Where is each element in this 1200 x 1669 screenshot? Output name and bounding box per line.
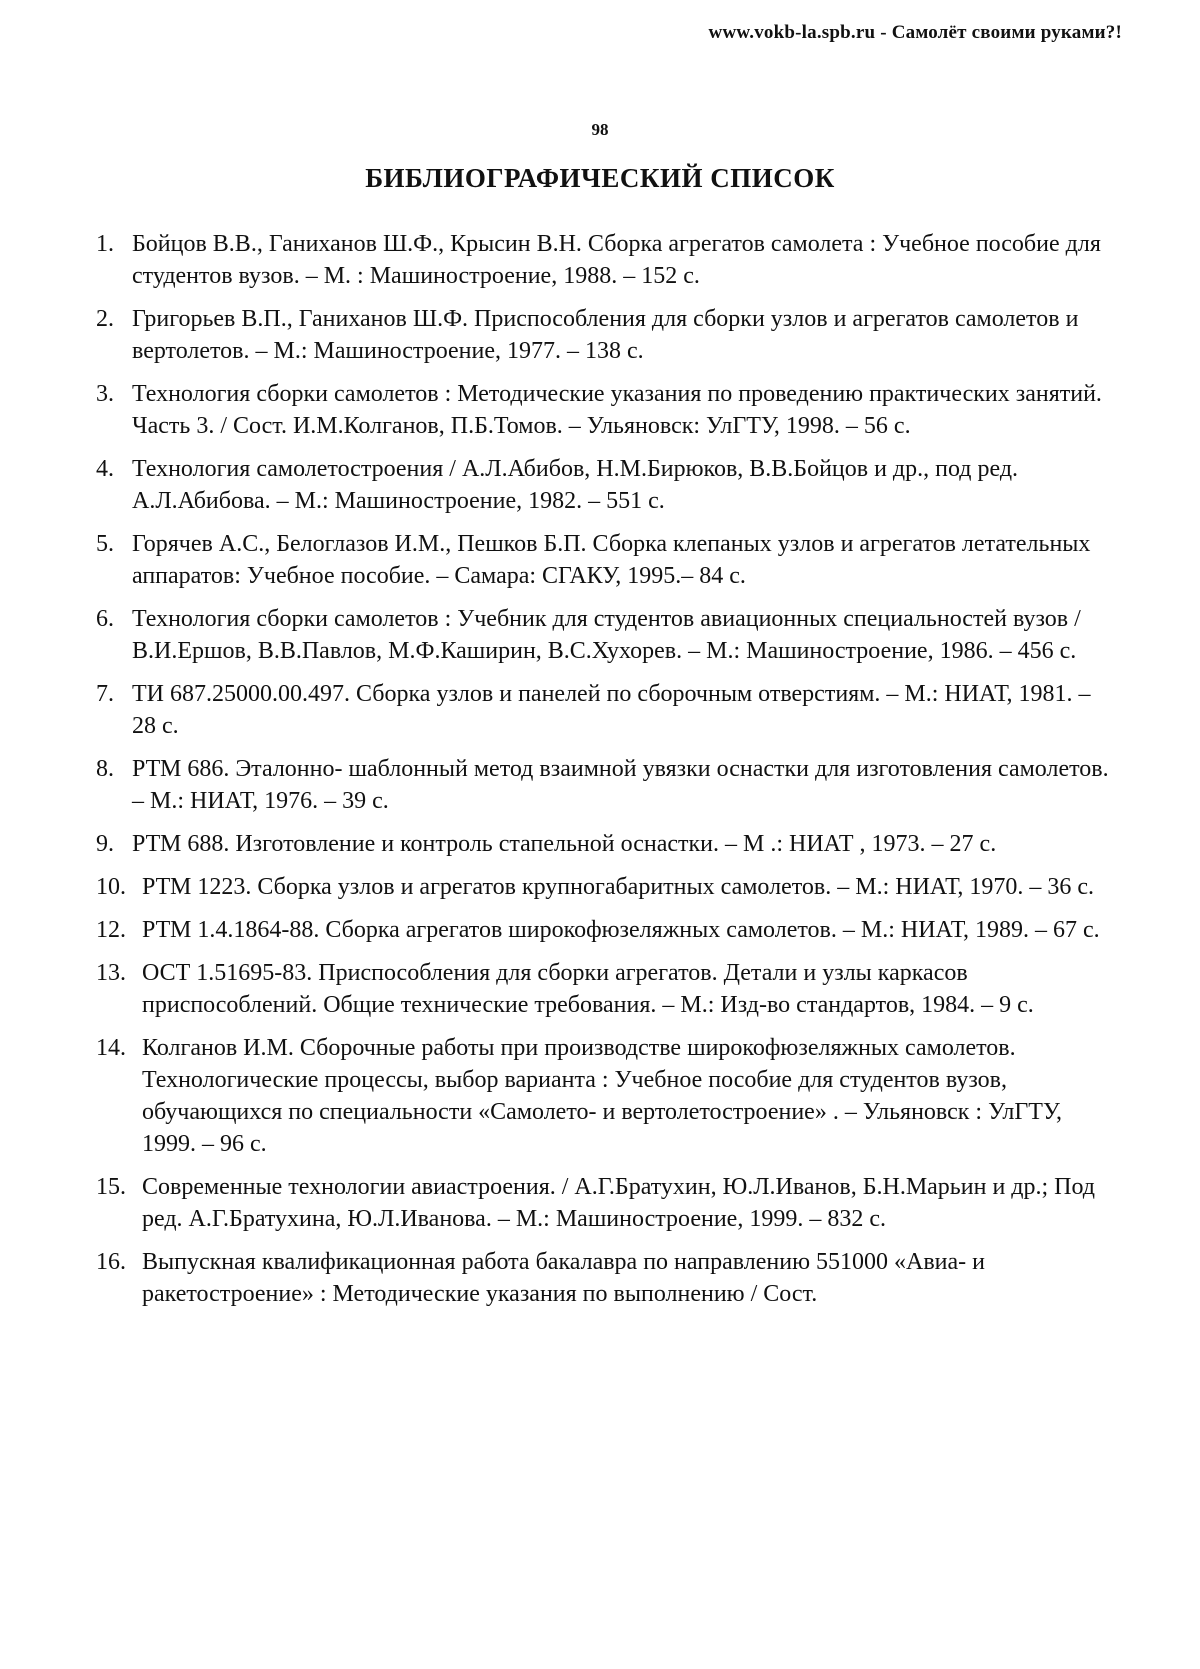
bibliography-item	[96, 528, 1116, 592]
bibliography-item	[96, 378, 1116, 442]
item-text: РТМ 1223. Сборка узлов и агрегатов крупногабаритных самолетов. – М.: НИАТ, 1970. – 36 с.	[142, 874, 1095, 900]
item-number: 10.	[96, 874, 126, 900]
item-text: ТИ 687.25000.00.497. Сборка узлов и панелей по сборочным отверстиям. – М.: НИАТ, 1981. – 28 с.	[132, 681, 1091, 739]
item-text: Бойцов В.В., Ганиханов Ш.Ф., Крысин В.Н. Сборка агрегатов самолета : Учебное пособие для студентов вузов. – М. : Машиностроение, 1988. – 152 с.	[132, 231, 1101, 289]
item-number: 2.	[96, 306, 114, 332]
item-text: РТМ 686. Эталонно- шаблонный метод взаимной увязки оснастки для изготовления самолетов. – М.: НИАТ, 1976. – 39 с.	[132, 756, 1109, 814]
item-text: Технология самолетостроения / А.Л.Абибов, Н.М.Бирюков, В.В.Бойцов и др., под ред. А.Л.Абибова. – М.: Машиностроение, 1982. – 551 с.	[132, 456, 1019, 514]
item-text: Горячев А.С., Белоглазов И.М., Пешков Б.П. Сборка клепаных узлов и агрегатов летательных аппаратов: Учебное пособие. – Самара: СГАКУ, 1995.– 84 с.	[132, 531, 1091, 589]
item-text: Григорьев В.П., Ганиханов Ш.Ф. Приспособления для сборки узлов и агрегатов самолетов и вертолетов. – М.: Машиностроение, 1977. – 138 с.	[132, 306, 1079, 364]
item-text: РТМ 1.4.1864-88. Сборка агрегатов широкофюзеляжных самолетов. – М.: НИАТ, 1989. – 67 с.	[142, 917, 1100, 943]
item-number: 13.	[96, 960, 126, 986]
bibliography-item	[96, 871, 1116, 903]
bibliography-item	[96, 228, 1116, 292]
item-number: 9.	[96, 831, 114, 857]
item-number: 5.	[96, 531, 114, 557]
item-number: 1.	[96, 231, 114, 257]
bibliography-item	[96, 828, 1116, 860]
item-number: 15.	[96, 1174, 126, 1200]
bibliography-item	[96, 303, 1116, 367]
item-number: 7.	[96, 681, 114, 707]
bibliography-item	[96, 1171, 1116, 1235]
item-number: 12.	[96, 917, 126, 943]
item-number: 3.	[96, 381, 114, 407]
item-text: ОСТ 1.51695-83. Приспособления для сборки агрегатов. Детали и узлы каркасов приспособлений. Общие технические требования. – М.: Изд-во стандартов, 1984. – 9 с.	[142, 960, 1034, 1018]
site-header: www.vokb-la.spb.ru - Самолёт своими руками?!	[708, 22, 1122, 43]
bibliography-item	[96, 1246, 1116, 1310]
item-text: Колганов И.М. Сборочные работы при производстве широкофюзеляжных самолетов. Технологические процессы, выбор варианта : Учебное пособие для студентов вузов, обучающихся по специальности «Самолето- и вертолетостроение» . – Ульяновск : УлГТУ, 1999. – 96 с.	[142, 1035, 1062, 1157]
bibliography-item	[96, 678, 1116, 742]
item-number: 16.	[96, 1249, 126, 1275]
bibliography-item	[96, 914, 1116, 946]
item-number: 8.	[96, 756, 114, 782]
bibliography-item	[96, 753, 1116, 817]
item-text: РТМ 688. Изготовление и контроль стапельной оснастки. – М .: НИАТ , 1973. – 27 с.	[132, 831, 997, 857]
item-text: Современные технологии авиастроения. / А.Г.Братухин, Ю.Л.Иванов, Б.Н.Марьин и др.; Под ред. А.Г.Братухина, Ю.Л.Иванова. – М.: Машиностроение, 1999. – 832 с.	[142, 1174, 1096, 1232]
bibliography-item	[96, 603, 1116, 667]
item-text: Выпускная квалификационная работа бакалавра по направлению 551000 «Авиа- и ракетостроение» : Методические указания по выполнению / Сост.	[142, 1249, 985, 1307]
bibliography-item	[96, 1032, 1116, 1160]
item-number: 4.	[96, 456, 114, 482]
page-number: 98	[591, 120, 609, 139]
bibliography-list	[96, 228, 1116, 1321]
item-number: 14.	[96, 1035, 126, 1061]
bibliography-item	[96, 957, 1116, 1021]
item-text: Технология сборки самолетов : Методические указания по проведению практических занятий. Часть 3. / Сост. И.М.Колганов, П.Б.Томов. – Ульяновск: УлГТУ, 1998. – 56 с.	[132, 381, 1102, 439]
bibliography-item	[96, 453, 1116, 517]
item-number: 6.	[96, 606, 114, 632]
item-text: Технология сборки самолетов : Учебник для студентов авиационных специальностей вузов / В.И.Ершов, В.В.Павлов, М.Ф.Каширин, В.С.Хухорев. – М.: Машиностроение, 1986. – 456 с.	[132, 606, 1081, 664]
section-title: БИБЛИОГРАФИЧЕСКИЙ СПИСОК	[365, 163, 835, 193]
